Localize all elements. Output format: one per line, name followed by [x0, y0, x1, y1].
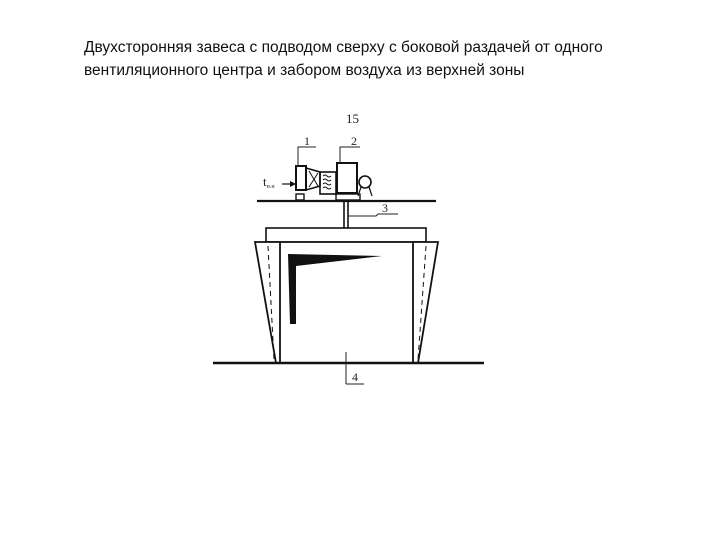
diffuser [306, 168, 320, 190]
title-line-1: Двухсторонняя завеса с подводом сверху с боковой раздачей от одного [84, 39, 603, 56]
air-jet [288, 254, 382, 324]
supply-duct [344, 201, 348, 228]
heater [320, 172, 336, 194]
distribution-duct [266, 228, 426, 242]
fan-housing [296, 166, 306, 190]
left-nozzle [255, 242, 280, 363]
figure-number: 15 [346, 111, 359, 126]
motor [359, 176, 371, 188]
air-handling-box [337, 163, 357, 193]
right-nozzle [413, 242, 438, 363]
label-3: 3 [382, 201, 388, 215]
label-1: 1 [304, 134, 310, 148]
label-4: 4 [352, 370, 358, 384]
leader-3 [348, 214, 398, 216]
ventilation-unit [296, 163, 372, 200]
title-line-2: вентиляционного центра и забором воздуха из верхней зоны [84, 62, 525, 79]
air-intake-arrow [282, 181, 296, 187]
intake-temperature-label: tн.н [263, 174, 275, 190]
label-2: 2 [351, 134, 357, 148]
